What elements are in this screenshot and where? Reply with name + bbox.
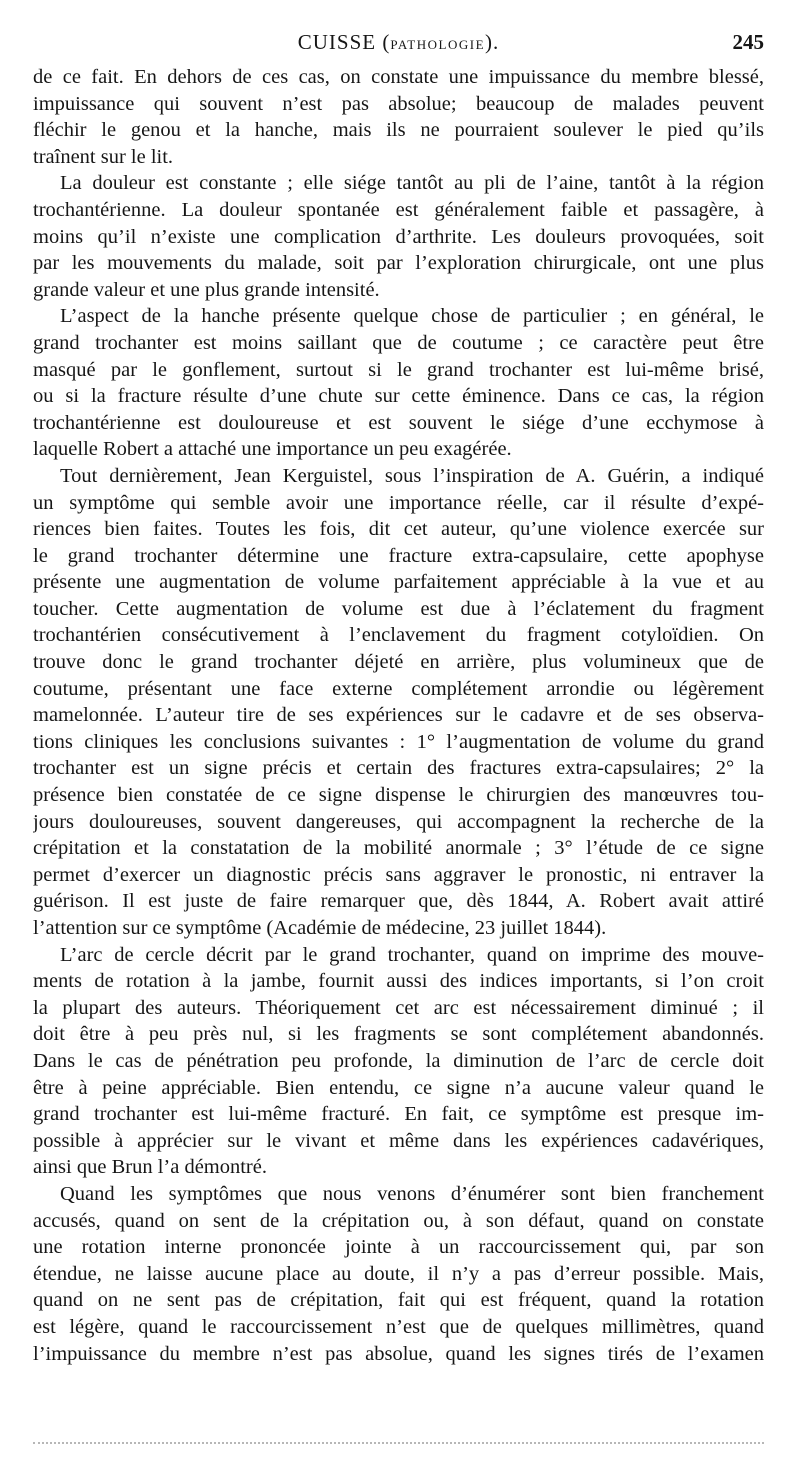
text-line: quand on ne sent pas de crépitation, fait qui est fréquent, quand la rotation: [33, 1289, 764, 1312]
text-line: toucher. Cette augmentation de volume est due à l’éclatement du fragment: [33, 597, 764, 620]
text-line: trochantérienne est douloureuse et est souvent le siége d’une ecchymose à: [33, 411, 764, 434]
text-line: la plupart des auteurs. Théoriquement cet arc est nécessairement diminué ; il: [33, 996, 764, 1019]
text-line: par les mouvements du malade, soit par l’exploration chirurgicale, ont une plus: [33, 252, 764, 275]
text-line: Quand les symptômes que nous venons d’énumérer sont bien franchement: [60, 1182, 764, 1205]
text-line: Dans le cas de pénétration peu profonde, la diminution de l’arc de cercle doit: [33, 1049, 764, 1072]
text-line: présente une augmentation de volume parfaitement appréciable à la vue et au: [33, 571, 764, 594]
text-line: L’aspect de la hanche présente quelque chose de particulier ; en général, le: [60, 305, 764, 328]
text-line: l’impuissance du membre n’est pas absolue, quand les signes tirés de l’examen: [33, 1342, 764, 1365]
text-line: guérison. Il est juste de faire remarquer que, dès 1844, A. Robert avait attiré: [33, 890, 764, 913]
text-line: masqué par le gonflement, surtout si le grand trochanter est lui-même brisé,: [33, 358, 764, 381]
text-line: être à peine appréciable. Bien entendu, ce signe n’a aucune valeur quand le: [33, 1076, 764, 1099]
text-line: grand trochanter est lui-même fracturé. En fait, ce symptôme est presque im-: [33, 1103, 764, 1126]
running-head-subtitle: PATHOLOGIE: [390, 37, 486, 52]
running-head-main: CUISSE: [297, 30, 377, 54]
text-line: doit être à peu près nul, si les fragments se sont complétement abandonnés.: [33, 1023, 764, 1046]
text-line: La douleur est constante ; elle siége tantôt au pli de l’aine, tantôt à la région: [60, 172, 764, 195]
running-head-paren-close: ).: [485, 30, 500, 54]
text-line: fléchir le genou et la hanche, mais ils ne pourraient soulever le pied qu’ils: [33, 119, 764, 142]
text-line: riences bien faites. Toutes les fois, dit cet auteur, qu’une violence exercée sur: [33, 518, 764, 541]
text-line: permet d’exercer un diagnostic précis sans aggraver le pronostic, ni entraver la: [33, 863, 764, 886]
text-line: possible à apprécier sur le vivant et même dans les expériences cadavériques,: [33, 1129, 764, 1152]
text-line: ou si la fracture résulte d’une chute sur cette éminence. Dans ce cas, la région: [33, 385, 764, 408]
page-header: [33, 30, 764, 60]
text-line: impuissance qui souvent n’est pas absolue; beaucoup de malades peuvent: [33, 92, 764, 115]
text-line: laquelle Robert a attaché une importance un peu exagérée.: [33, 438, 512, 461]
bottom-scan-artifact: [33, 1442, 764, 1446]
text-line: coutume, présentant une face externe complétement arrondie ou légèrement: [33, 677, 764, 700]
text-line: L’arc de cercle décrit par le grand trochanter, quand on imprime des mouve-: [60, 943, 764, 966]
text-line: crépitation et la constatation de la mobilité anormale ; 3° l’étude de ce signe: [33, 837, 764, 860]
text-line: de ce fait. En dehors de ces cas, on constate une impuissance du membre blessé,: [33, 66, 764, 88]
text-line: un symptôme qui semble avoir une importance réelle, car il résulte d’expé-: [33, 491, 764, 514]
text-line: accusés, quand on sent de la crépitation ou, à son défaut, quand on constate: [33, 1209, 764, 1232]
text-line: Tout dernièrement, Jean Kerguistel, sous l’inspiration de A. Guérin, a indiqué: [60, 464, 764, 487]
text-line: tions cliniques les conclusions suivantes : 1° l’augmentation de volume du grand: [33, 730, 764, 753]
text-line: étendue, ne laisse aucune place au doute, il n’y a pas d’erreur possible. Mais,: [33, 1262, 764, 1285]
text-line: une rotation interne prononcée jointe à un raccourcissement qui, par son: [33, 1236, 764, 1259]
text-line: trouve donc le grand trochanter déjeté en arrière, plus volumineux que de: [33, 651, 764, 674]
page-number: 245: [732, 30, 764, 54]
running-head: [33, 30, 764, 55]
text-line: traînent sur le lit.: [33, 145, 174, 168]
text-line: grand trochanter est moins saillant que de coutume ; ce caractère peut être: [33, 331, 764, 354]
text-line: ainsi que Brun l’a démontré.: [33, 1156, 267, 1179]
text-line: ments de rotation à la jambe, fournit aussi des indices importants, si l’on croit: [33, 970, 764, 993]
text-line: est légère, quand le raccourcissement n’est que de quelques millimètres, quand: [33, 1315, 764, 1338]
text-line: l’attention sur ce symptôme (Académie de médecine, 23 juillet 1844).: [33, 917, 607, 939]
text-line: présence bien constatée de ce signe dispense le chirurgien des manœuvres tou-: [33, 784, 764, 807]
text-line: grande valeur et une plus grande intensité.: [33, 278, 380, 301]
text-line: le grand trochanter détermine une fracture extra-capsulaire, cette apophyse: [33, 544, 764, 567]
text-line: trochantérienne. La douleur spontanée est généralement faible et passagère, à: [33, 198, 764, 221]
text-line: trochanter est un signe précis et certain des fractures extra-capsulaires; 2° la: [33, 757, 764, 780]
text-line: trochantérien consécutivement à l’enclavement du fragment cotyloïdien. On: [33, 624, 764, 647]
text-line: mamelonnée. L’auteur tire de ses expériences sur le cadavre et de ses observa-: [33, 704, 764, 727]
running-head-paren-open: (: [382, 30, 391, 54]
body-text: [33, 64, 764, 1367]
text-line: jours douloureuses, souvent dangereuses, qui accompagnent la recherche de la: [33, 810, 764, 833]
text-line: moins qu’il n’existe une complication d’arthrite. Les douleurs provoquées, soit: [33, 225, 764, 248]
